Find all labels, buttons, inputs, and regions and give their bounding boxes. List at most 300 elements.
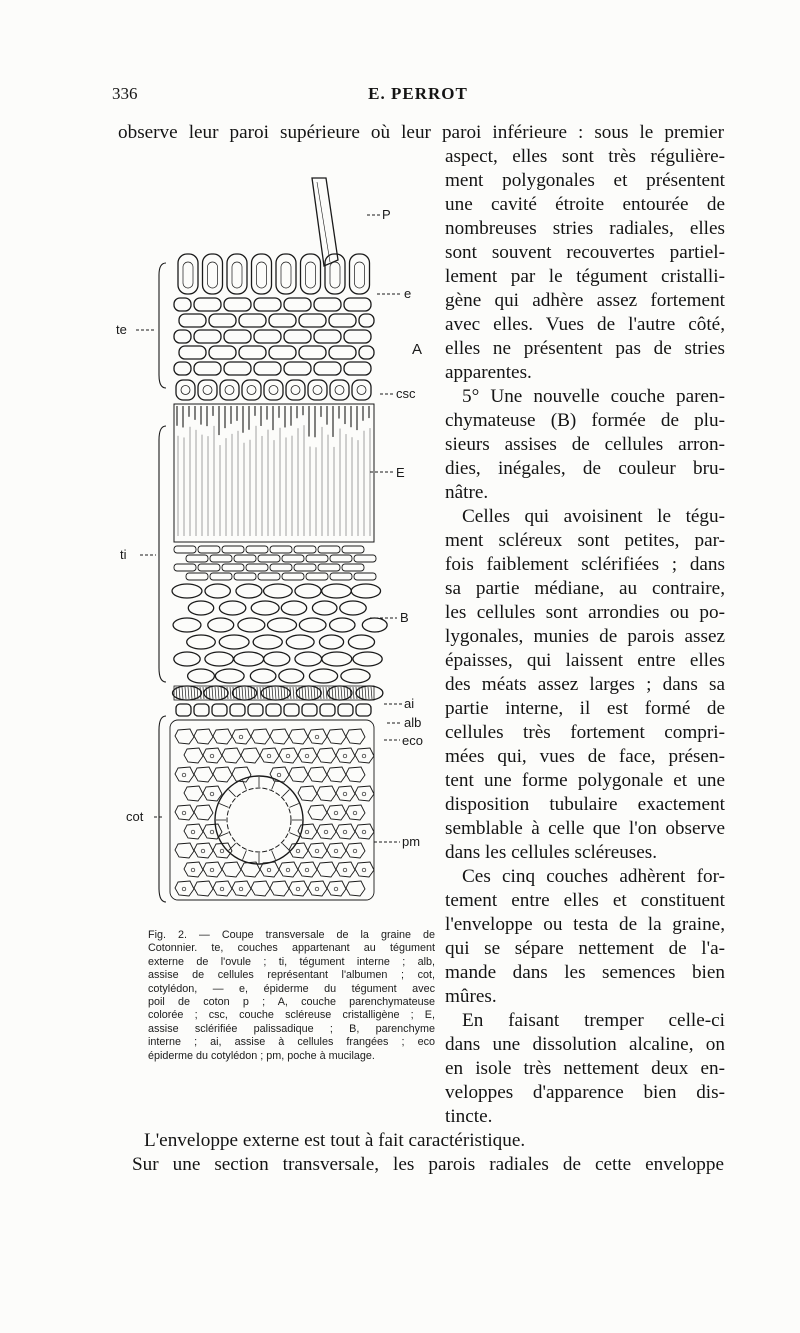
albumen-cell (302, 704, 317, 716)
right-text-line: chymateuse (B) formée de plu- (445, 410, 725, 431)
fringe-line (347, 687, 348, 699)
right-text-line: dies, inégales, de couleur bru- (445, 458, 725, 479)
flattened-cell (186, 573, 208, 580)
parenchyma-cell (359, 314, 374, 327)
caption-line: poil de coton p ; A, couche parenchymateuse (148, 996, 435, 1009)
parenchyma-cell (314, 298, 341, 311)
albumen-cell (230, 704, 245, 716)
parenchyma-cell (329, 346, 356, 359)
right-text-line: nombreuses stries radiales, elles (445, 218, 725, 239)
cotyledon-cell (289, 881, 308, 896)
inner-parenchyma-cell (312, 601, 337, 615)
inner-parenchyma-cell (236, 584, 262, 598)
crystal-cell (286, 380, 305, 400)
right-text-line: dans une dissolution alcaline, on (445, 1034, 725, 1055)
flattened-cell (282, 573, 304, 580)
cotyledon-cell (317, 786, 336, 801)
parenchyma-cell (269, 346, 296, 359)
inner-parenchyma-cell (188, 601, 213, 615)
parenchyma-cell (194, 298, 221, 311)
cotyledon-cell (346, 729, 365, 744)
cell-granule (315, 849, 319, 853)
crystal-cell (220, 380, 239, 400)
cell-granule (286, 754, 290, 758)
fringe-line (218, 687, 219, 699)
bottom-text-line: L'enveloppe externe est tout à fait caractéristique. (144, 1130, 526, 1151)
flattened-cell (318, 564, 340, 571)
cotyledon-cell (327, 767, 346, 782)
fringe-line (275, 687, 276, 699)
fringe-line (239, 687, 240, 699)
cotyledon-cell (184, 824, 203, 839)
inner-parenchyma-cell (267, 618, 296, 632)
inner-parenchyma-cell (319, 635, 343, 649)
cotyledon-cell (175, 767, 194, 782)
flattened-cell (354, 555, 376, 562)
crystal (313, 386, 322, 395)
inner-parenchyma-cell (353, 652, 382, 666)
cot-bracket (159, 716, 166, 902)
parenchyma-cell (359, 346, 374, 359)
flattened-cell (174, 546, 196, 553)
parenchyma-cell (284, 298, 311, 311)
pocket-cell-wall (282, 790, 289, 797)
cell-granule (362, 754, 366, 758)
inner-parenchyma-cell (351, 584, 380, 598)
inner-parenchyma-cell (219, 601, 245, 615)
cotyledon-cell (327, 805, 346, 820)
flattened-cell (222, 564, 244, 571)
cotyledon-cell (203, 786, 222, 801)
right-text-line: elles ne présentent pas de stries (445, 338, 725, 359)
caption-line: interne ; ai, assise à cellules frangées ; eco (148, 1036, 435, 1049)
cotyledon-cell (308, 805, 327, 820)
albumen-cell (320, 704, 335, 716)
flattened-cell (318, 546, 340, 553)
inner-parenchyma-cell (309, 669, 337, 683)
inner-parenchyma-cell (234, 652, 264, 666)
ti-bracket (159, 426, 166, 682)
right-text-line: les cellules sont arrondies ou po- (445, 602, 725, 623)
cell-granule (210, 754, 214, 758)
cell-granule (305, 868, 309, 872)
right-text-line: apparentes. (445, 362, 532, 383)
page-number: 336 (112, 84, 138, 103)
cell-granule (286, 868, 290, 872)
crystal (203, 386, 212, 395)
cell-granule (324, 830, 328, 834)
inner-parenchyma-cell (295, 584, 321, 598)
caption-line: colorée ; csc, couche scléreuse cristalligène ; E, (148, 1009, 435, 1022)
pocket-cell-wall (272, 780, 276, 789)
parenchyma-cell (209, 346, 236, 359)
fringe-line (344, 687, 345, 699)
inner-parenchyma-cell (187, 635, 216, 649)
albumen-cell (266, 704, 281, 716)
parenchyma-cell (344, 298, 371, 311)
cell-granule (210, 830, 214, 834)
right-text-line: ment scléreux sont petites, par- (445, 530, 725, 551)
fringe-line (182, 687, 183, 699)
albumen-cell (284, 704, 299, 716)
inner-parenchyma-cell (340, 601, 366, 615)
flattened-cell (258, 555, 280, 562)
flattened-cell (270, 546, 292, 553)
cell-granule (334, 849, 338, 853)
flattened-cell (342, 564, 364, 571)
crystal (335, 386, 344, 395)
mucilage-pocket-inner (227, 788, 291, 852)
epidermis-lumen (208, 262, 218, 288)
figure-caption (148, 929, 435, 1063)
right-text-line: sieurs assises de cellules arron- (445, 434, 725, 455)
cotyledon-cell (260, 748, 279, 763)
cotyledon-cell (194, 805, 213, 820)
inner-parenchyma-cell (322, 584, 352, 598)
parenchyma-cell (209, 314, 236, 327)
fringe-line (326, 687, 327, 699)
parenchyma-cell (194, 330, 221, 343)
inner-parenchyma-cell (251, 601, 279, 615)
cotyledon-cell (241, 748, 260, 763)
flattened-cell (222, 546, 244, 553)
cotyledon-cell (336, 748, 355, 763)
fringe-line (296, 687, 297, 699)
fringe-line (371, 687, 372, 699)
cell-granule (305, 830, 309, 834)
crystal (357, 386, 366, 395)
cell-granule (210, 868, 214, 872)
cell-granule (239, 735, 243, 739)
label-e-capital: E (396, 465, 405, 480)
cotyledon-cell (308, 843, 327, 858)
inner-parenchyma-cell (173, 618, 201, 632)
cotyledon-cell (270, 881, 289, 896)
cotyledon-cell (327, 843, 346, 858)
fringe-line (368, 687, 369, 699)
cotyledon-cell (355, 824, 374, 839)
right-text-line: sa partie médiane, au contraire, (445, 578, 725, 599)
cell-granule (201, 849, 205, 853)
cotyledon-cell (213, 881, 232, 896)
cell-granule (191, 868, 195, 872)
fringe-line (320, 687, 321, 699)
fringe-line (221, 687, 222, 699)
flattened-cell (246, 564, 268, 571)
cotyledon-cell (175, 843, 194, 858)
epidermis-lumen (306, 262, 316, 288)
cell-granule (362, 868, 366, 872)
cotyledon-cell (298, 786, 317, 801)
cotyledon-cell (232, 729, 251, 744)
fringe-line (209, 687, 210, 699)
cotyledon-cell (232, 881, 251, 896)
cotyledon-cell (270, 729, 289, 744)
cotyledon-cell (251, 729, 270, 744)
flattened-cell (186, 555, 208, 562)
cell-granule (353, 849, 357, 853)
albumen-cell (338, 704, 353, 716)
right-text-line: mûres. (445, 986, 497, 1007)
flattened-cell (210, 573, 232, 580)
cell-granule (296, 849, 300, 853)
inner-parenchyma-cell (348, 635, 374, 649)
page-header (112, 84, 724, 110)
epidermis-lumen (232, 262, 242, 288)
fringe-line (335, 687, 336, 699)
right-text-line: tincte. (445, 1106, 493, 1127)
albumen-cell (356, 704, 371, 716)
flattened-cell (198, 546, 220, 553)
flattened-cell (306, 555, 328, 562)
cell-granule (315, 735, 319, 739)
right-text-line: épaisses, qui laissent entre elles (445, 650, 725, 671)
inner-parenchyma-cell (286, 635, 314, 649)
cotyledon-cell (308, 767, 327, 782)
fringe-line (341, 687, 342, 699)
right-text-line: cellules très fortement compri- (445, 722, 725, 743)
cotyledon-cell (298, 748, 317, 763)
crystal-cell (176, 380, 195, 400)
parenchyma-cell (254, 330, 281, 343)
inner-parenchyma-cell (264, 584, 293, 598)
cotyledon-cell (222, 748, 241, 763)
cotyledon-cell (355, 786, 374, 801)
inner-parenchyma-cell (205, 584, 230, 598)
label-b: B (400, 610, 409, 625)
parenchyma-cell (314, 362, 341, 375)
right-text-line: En faisant tremper celle-ci (462, 1010, 725, 1031)
inner-parenchyma-cell (205, 652, 233, 666)
cotyledon-cell (317, 862, 336, 877)
crystal-cell (330, 380, 349, 400)
inner-parenchyma-cell (172, 584, 202, 598)
flattened-cell (342, 546, 364, 553)
cotyledon-cell (327, 881, 346, 896)
parenchyma-cell (239, 314, 266, 327)
cell-granule (353, 811, 357, 815)
right-text-line: 5° Une nouvelle couche paren- (462, 386, 725, 407)
right-text-line: ment polygonales et présentent (445, 170, 725, 191)
fringe-line (185, 687, 186, 699)
fringe-line (332, 687, 333, 699)
right-text-line: tement entre elles et constituent (445, 890, 725, 911)
cotyledon-cell (289, 767, 308, 782)
right-text-line: l'enveloppe ou testa de la graine, (445, 914, 725, 935)
fringe-line (230, 687, 231, 699)
parenchyma-cell (329, 314, 356, 327)
cotyledon-cell (308, 729, 327, 744)
cell-granule (334, 811, 338, 815)
inner-parenchyma-cell (362, 618, 387, 632)
fringe-line (323, 687, 324, 699)
right-text-line: avec elles. Vues de l'autre côté, (445, 314, 725, 335)
cotyledon-cell (270, 767, 289, 782)
inner-parenchyma-cell (238, 618, 265, 632)
fringe-line (293, 687, 294, 699)
parenchyma-cell (224, 330, 251, 343)
cell-granule (182, 887, 186, 891)
cell-granule (343, 754, 347, 758)
cotyledon-cell (289, 843, 308, 858)
fringe-line (356, 687, 357, 699)
caption-line: épiderme du cotylédon ; pm, poche à mucilage. (148, 1049, 375, 1062)
label-a: A (412, 341, 423, 358)
cell-granule (277, 773, 281, 777)
inner-parenchyma-cell (264, 652, 290, 666)
cell-granule (210, 792, 214, 796)
inner-parenchyma-cell (188, 669, 215, 683)
cotyledon-cell (298, 862, 317, 877)
cotyledon-cell (317, 824, 336, 839)
right-text-line: qui se sépare nettement de l'a- (445, 938, 725, 959)
cotyledon-cell (317, 748, 336, 763)
fringe-line (236, 687, 237, 699)
fringe-line (203, 687, 204, 699)
crystal-cell (242, 380, 261, 400)
flattened-cell (234, 573, 256, 580)
caption-line: cotylédon, — e, épiderme du tégument avec (148, 982, 435, 995)
right-text-line: veloppes d'apparence bien dis- (445, 1082, 725, 1103)
parenchyma-cell (224, 362, 251, 375)
pocket-cell-wall (229, 790, 236, 797)
cotyledon-cell (175, 805, 194, 820)
pocket-cell-wall (243, 850, 247, 859)
cotyledon-cell (194, 767, 213, 782)
inner-parenchyma-cell (322, 652, 352, 666)
parenchyma-cell (179, 346, 206, 359)
inner-parenchyma-cell (281, 601, 306, 615)
cell-granule (343, 868, 347, 872)
flattened-cell (258, 573, 280, 580)
cotyledon-cell (279, 862, 298, 877)
parenchyma-cell (299, 346, 326, 359)
right-text-line: partie interne, il est formé de (445, 698, 725, 719)
inner-parenchyma-cell (250, 669, 276, 683)
caption-line: Fig. 2. — Coupe transversale de la graine de (148, 929, 435, 941)
fringe-line (227, 687, 228, 699)
flattened-cell (174, 564, 196, 571)
cotyledon-cell (336, 824, 355, 839)
right-text-line: mande dans les semences bien (445, 962, 725, 983)
fringe-line (269, 687, 270, 699)
crystal-cell (198, 380, 217, 400)
epidermis-lumen (183, 262, 193, 288)
pocket-cell-wall (219, 804, 228, 808)
right-text-line: dans les cellules scléreuses. (445, 842, 658, 863)
right-text-line: Ces cinq couches adhèrent for- (462, 866, 725, 887)
parenchyma-cell (174, 298, 191, 311)
epidermis-lumen (257, 262, 267, 288)
fringe-line (257, 687, 258, 699)
cotyledon-cell (184, 786, 203, 801)
cell-granule (315, 887, 319, 891)
cotyledon-cell (184, 748, 203, 763)
albumen-cell (176, 704, 191, 716)
fringe-line (281, 687, 282, 699)
label-e: e (404, 286, 412, 301)
cotyledon-cell (213, 729, 232, 744)
caption-line: assise sclérifiée palissadique ; B, parenchyme (148, 1022, 435, 1035)
fringe-line (302, 687, 303, 699)
top-text-line: observe leur paroi supérieure où leur paroi inférieure : sous le premier (118, 122, 724, 143)
inner-parenchyma-cell (295, 652, 322, 666)
flattened-cell (270, 564, 292, 571)
label-p: P (382, 207, 391, 222)
crystal (225, 386, 234, 395)
epidermis-lumen (281, 262, 291, 288)
crystal (291, 386, 300, 395)
inner-parenchyma-cell (215, 669, 244, 683)
pocket-cell-wall (289, 833, 298, 837)
albumen-cell (248, 704, 263, 716)
fringe-line (305, 687, 306, 699)
inner-parenchyma-cell (208, 618, 234, 632)
right-text-line: tent une forme polygonale et une (445, 770, 725, 791)
fringe-line (215, 687, 216, 699)
cell-granule (267, 754, 271, 758)
inner-parenchyma-cell (219, 635, 249, 649)
cotyledon-cell (355, 862, 374, 877)
cotyledon-cell (346, 843, 365, 858)
albumen-cell (194, 704, 209, 716)
parenchyma-cell (314, 330, 341, 343)
cotyledon-cell (327, 729, 346, 744)
parenchyma-cell (174, 362, 191, 375)
parenchyma-cell (254, 362, 281, 375)
parenchyma-cell (299, 314, 326, 327)
cell-granule (220, 849, 224, 853)
bottom-text-line: Sur une section transversale, les parois radiales de cette enveloppe (132, 1154, 724, 1175)
label-eco: eco (402, 733, 423, 748)
parenchyma-cell (344, 330, 371, 343)
pocket-cell-wall (289, 804, 298, 808)
right-text-line: lement par le tégument cristalli- (445, 266, 725, 287)
cotyledon-cell (194, 843, 213, 858)
caption-line: assise de cellules représentant l'albumen ; cot, (148, 969, 435, 982)
label-ai: ai (404, 696, 415, 711)
inner-parenchyma-cell (174, 652, 200, 666)
cell-granule (334, 887, 338, 891)
cotyledon-cell (194, 729, 213, 744)
label-csc: csc (396, 386, 416, 401)
albumen-cell (212, 704, 227, 716)
caption-line: externe de l'ovule ; ti, tégument interne ; alb, (148, 955, 435, 968)
cotyledon-cell (175, 729, 194, 744)
cotyledon-cell (213, 767, 232, 782)
label-ti: ti (120, 547, 127, 562)
fringe-line (191, 687, 192, 699)
right-text-line: des méats assez larges ; dans sa (445, 674, 725, 695)
right-text-line: en isole très nettement deux en- (445, 1058, 725, 1079)
fringe-line (266, 687, 267, 699)
flattened-cell (330, 573, 352, 580)
parenchyma-cell (284, 362, 311, 375)
pocket-cell-wall (272, 850, 276, 859)
cotyledon-cell (203, 824, 222, 839)
right-text-line: gène qui adhère assez fortement (445, 290, 725, 311)
label-pm: pm (402, 834, 421, 849)
parenchyma-cell (194, 362, 221, 375)
fringe-line (365, 687, 366, 699)
epidermis-lumen (355, 262, 365, 288)
fringe-line (194, 687, 195, 699)
cotyledon-cell (336, 786, 355, 801)
fringe-line (362, 687, 363, 699)
parenchyma-cell (224, 298, 251, 311)
right-text-line: aspect, elles sont très régulière- (445, 146, 725, 167)
cell-granule (343, 830, 347, 834)
